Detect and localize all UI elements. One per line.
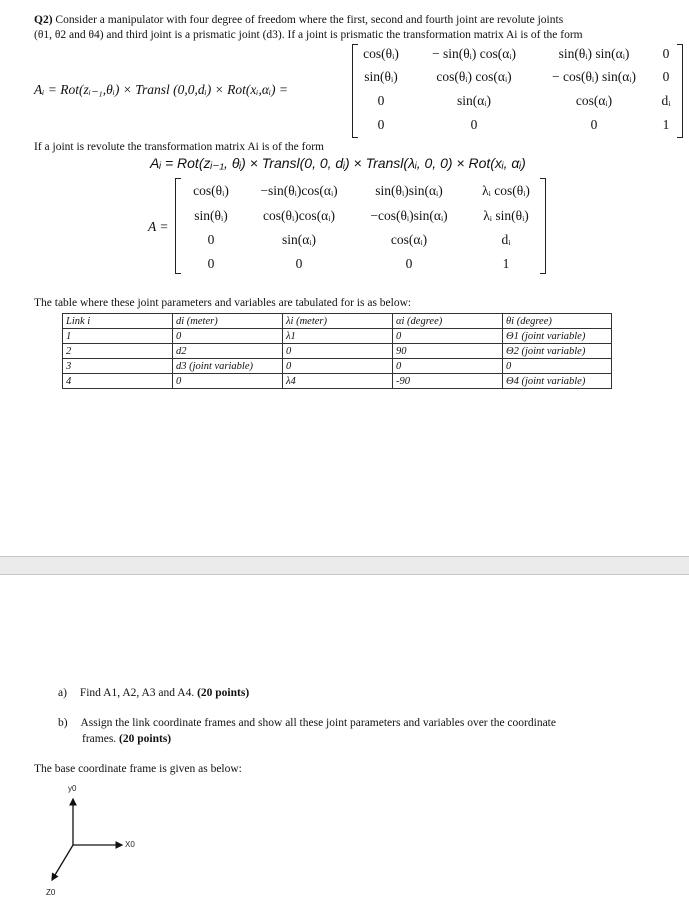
cell: 4 bbox=[63, 374, 173, 389]
z-axis-label: Z0 bbox=[46, 888, 56, 897]
cell: d3 (joint variable) bbox=[173, 359, 283, 374]
task-b-label: b) bbox=[58, 717, 68, 729]
matrix2-cell-r4c4: 1 bbox=[502, 256, 510, 271]
y-axis-label: y0 bbox=[68, 784, 77, 793]
question-intro-line2: (θ1, θ2 and θ4) and third joint is a prismatic joint (d3). If a joint is prismatic the transformation matrix Ai is of the form bbox=[34, 29, 583, 41]
cell: 2 bbox=[63, 344, 173, 359]
table-row bbox=[63, 344, 612, 359]
cell: d2 bbox=[173, 344, 283, 359]
base-frame-axes bbox=[30, 785, 160, 900]
table-row bbox=[63, 374, 612, 389]
cell: 0 bbox=[503, 359, 612, 374]
matrix1-cell-r1c2: − sin(θᵢ) cos(αᵢ) bbox=[431, 46, 517, 61]
matrix1-cell-r3c2: sin(αᵢ) bbox=[456, 93, 492, 108]
task-b-points: (20 points) bbox=[119, 733, 172, 745]
task-b bbox=[58, 716, 556, 731]
cell: 1 bbox=[63, 329, 173, 344]
matrix1-cell-r2c2: cos(θᵢ) cos(αᵢ) bbox=[436, 69, 512, 84]
question-intro-line1 bbox=[34, 13, 563, 28]
cell: -90 bbox=[393, 374, 503, 389]
matrix1-cell-r1c1: cos(θᵢ) bbox=[363, 46, 399, 61]
revolute-text: If a joint is revolute the transformation matrix Ai is of the form bbox=[34, 141, 324, 153]
matrix2-lhs: A = bbox=[148, 219, 169, 234]
matrix1-cell-r4c4: 1 bbox=[662, 117, 670, 132]
table-row bbox=[63, 359, 612, 374]
matrix2-left-bracket bbox=[175, 178, 181, 274]
cell: 0 bbox=[393, 329, 503, 344]
matrix1-cell-r3c3: cos(αᵢ) bbox=[575, 93, 613, 108]
matrix2-cell-r2c4: λᵢ sin(θᵢ) bbox=[483, 208, 529, 223]
matrix2-cell-r1c1: cos(θᵢ) bbox=[193, 183, 229, 198]
task-a-points: (20 points) bbox=[197, 687, 250, 699]
question-label: Q2) bbox=[34, 14, 53, 26]
header-link: Link i bbox=[63, 314, 173, 329]
cell: 0 bbox=[283, 344, 393, 359]
header-lambda: λi (meter) bbox=[283, 314, 393, 329]
matrix2-cell-r4c3: 0 bbox=[405, 256, 413, 271]
task-a-text: Find A1, A2, A3 and A4. bbox=[79, 687, 195, 699]
matrix1-lhs: Aᵢ = Rot(zᵢ₋₁,θᵢ) × Transl (0,0,dᵢ) × Rot(xᵢ,αᵢ) = bbox=[34, 82, 289, 97]
page-separator bbox=[0, 556, 689, 575]
cell: 0 bbox=[393, 359, 503, 374]
matrix1-right-bracket bbox=[677, 44, 683, 138]
task-a bbox=[58, 686, 249, 701]
matrix2-cell-r2c1: sin(θᵢ) bbox=[194, 208, 228, 223]
matrix1-cell-r3c4: dᵢ bbox=[661, 93, 671, 108]
cell: Θ2 (joint variable) bbox=[503, 344, 612, 359]
table-header-row bbox=[63, 314, 612, 329]
cell: Θ1 (joint variable) bbox=[503, 329, 612, 344]
header-alpha: αi (degree) bbox=[393, 314, 503, 329]
matrix2-cell-r1c2: −sin(θᵢ)cos(αᵢ) bbox=[260, 183, 338, 198]
question-text-1: Consider a manipulator with four degree of freedom where the first, second and fourth joint are revolute joints bbox=[55, 14, 564, 26]
matrix1-cell-r3c1: 0 bbox=[377, 93, 385, 108]
z-axis bbox=[52, 845, 73, 880]
cell: 0 bbox=[173, 374, 283, 389]
task-b-text2: frames. bbox=[82, 733, 117, 745]
matrix2-cell-r3c4: dᵢ bbox=[501, 232, 511, 247]
matrix2-cell-r2c3: −cos(θᵢ)sin(αᵢ) bbox=[370, 208, 448, 223]
task-a-label: a) bbox=[58, 687, 67, 699]
matrix2-right-bracket bbox=[540, 178, 546, 274]
matrix1-cell-r2c3: − cos(θᵢ) sin(αᵢ) bbox=[551, 69, 637, 84]
task-b-text: Assign the link coordinate frames and show all these joint parameters and variables over the coordinate bbox=[80, 717, 556, 729]
header-theta: θi (degree) bbox=[503, 314, 612, 329]
matrix2-cell-r4c2: 0 bbox=[295, 256, 303, 271]
table-intro: The table where these joint parameters and variables are tabulated for is as below: bbox=[34, 297, 412, 309]
cell: λ4 bbox=[283, 374, 393, 389]
matrix2-cell-r3c2: sin(αᵢ) bbox=[281, 232, 317, 247]
matrix1-cell-r4c1: 0 bbox=[377, 117, 385, 132]
cell: 0 bbox=[283, 359, 393, 374]
matrix1-cell-r2c1: sin(θᵢ) bbox=[364, 69, 398, 84]
cell: 0 bbox=[173, 329, 283, 344]
matrix1-left-bracket bbox=[352, 44, 358, 138]
matrix1-cell-r1c4: 0 bbox=[662, 46, 670, 61]
matrix2-cell-r4c1: 0 bbox=[207, 256, 215, 271]
matrix2-cell-r1c4: λᵢ cos(θᵢ) bbox=[482, 183, 530, 198]
matrix2-cell-r3c1: 0 bbox=[207, 232, 215, 247]
cell: 90 bbox=[393, 344, 503, 359]
task-b-line2 bbox=[82, 732, 171, 747]
matrix2-formula: Aᵢ = Rot(zᵢ₋₁, θᵢ) × Transl(0, 0, dᵢ) × Transl(λᵢ, 0, 0) × Rot(xᵢ, αᵢ) bbox=[150, 155, 526, 171]
cell: λ1 bbox=[283, 329, 393, 344]
x-axis-label: X0 bbox=[125, 840, 135, 849]
cell: 3 bbox=[63, 359, 173, 374]
matrix2-cell-r3c3: cos(αᵢ) bbox=[390, 232, 428, 247]
matrix2-cell-r2c2: cos(θᵢ)cos(αᵢ) bbox=[263, 208, 335, 223]
matrix1-cell-r2c4: 0 bbox=[662, 69, 670, 84]
header-d: di (meter) bbox=[173, 314, 283, 329]
matrix1-cell-r1c3: sin(θᵢ) sin(αᵢ) bbox=[558, 46, 630, 61]
base-frame-text: The base coordinate frame is given as below: bbox=[34, 763, 242, 775]
matrix2-cell-r1c3: sin(θᵢ)sin(αᵢ) bbox=[375, 183, 443, 198]
matrix1-cell-r4c3: 0 bbox=[590, 117, 598, 132]
matrix1-cell-r4c2: 0 bbox=[470, 117, 478, 132]
cell: Θ4 (joint variable) bbox=[503, 374, 612, 389]
parameter-table bbox=[62, 313, 612, 389]
table-row bbox=[63, 329, 612, 344]
